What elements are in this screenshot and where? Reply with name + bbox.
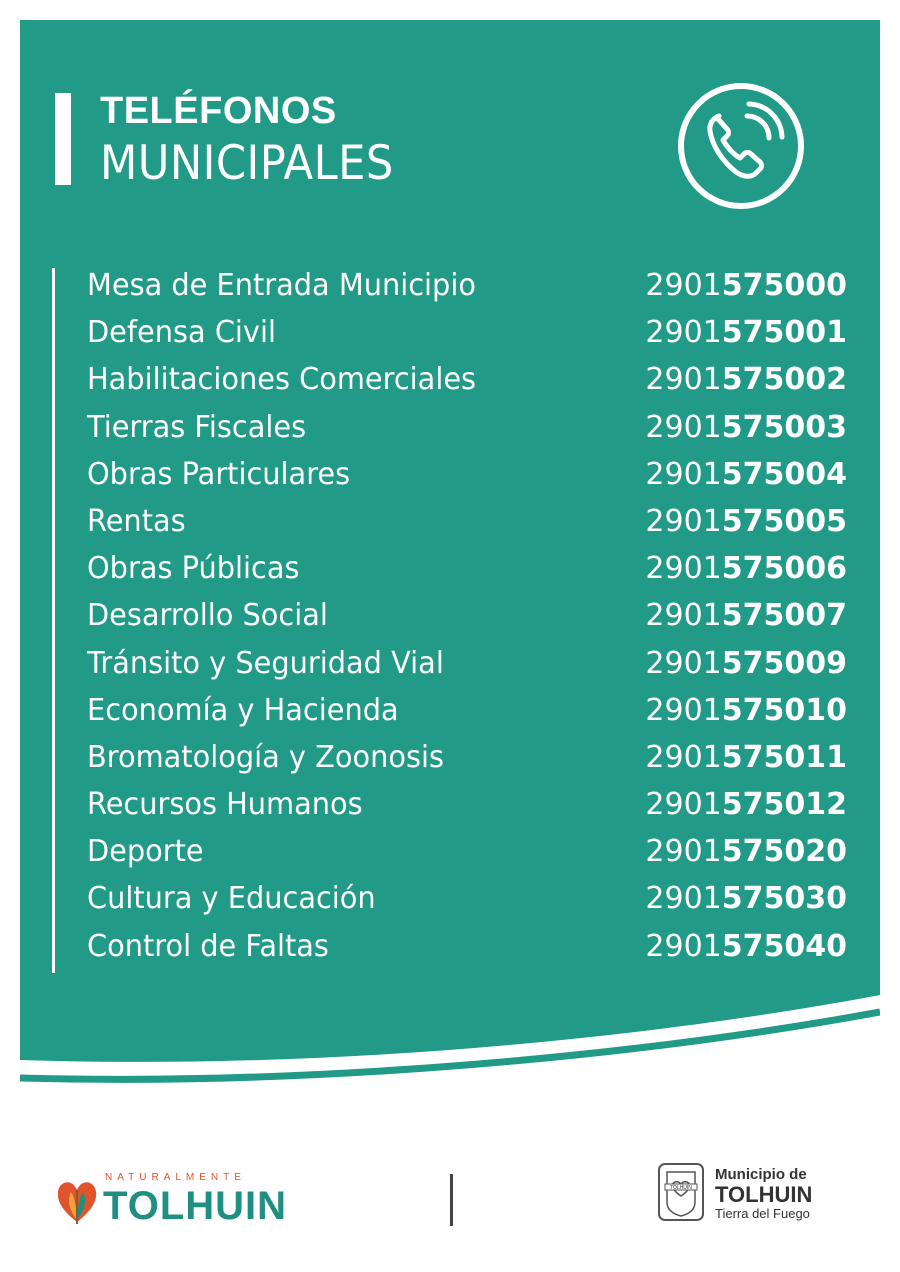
department-name: Obras Públicas <box>87 551 300 587</box>
footer <box>0 1140 900 1250</box>
directory-panel <box>20 20 880 1100</box>
phone-number[interactable] <box>645 268 847 303</box>
directory-row <box>87 402 847 449</box>
seal-text: TOLHUIN <box>670 1185 692 1191</box>
phone-number[interactable] <box>645 929 847 964</box>
local-number: 575007 <box>721 598 847 634</box>
municipal-seal-icon <box>655 1162 707 1224</box>
directory-row <box>87 496 847 543</box>
logo-name: TOLHUIN <box>103 1184 288 1228</box>
area-code: 2901 <box>645 268 722 303</box>
department-name: Bromatología y Zoonosis <box>87 739 444 775</box>
phone-number[interactable] <box>645 834 847 869</box>
phone-number[interactable] <box>645 740 847 775</box>
local-number: 575010 <box>721 692 847 728</box>
directory-row <box>87 543 847 590</box>
page-title: TELÉFONOS <box>100 90 337 132</box>
directory-row <box>87 449 847 496</box>
directory-row <box>87 826 847 873</box>
area-code: 2901 <box>645 834 722 870</box>
area-code: 2901 <box>645 598 722 634</box>
phone-ringing-icon <box>677 82 805 210</box>
area-code: 2901 <box>645 409 722 445</box>
directory-row <box>87 873 847 920</box>
directory-row <box>87 354 847 401</box>
area-code: 2901 <box>645 503 722 539</box>
local-number: 575000 <box>721 268 847 303</box>
phone-directory-list <box>87 260 847 968</box>
department-name: Tierras Fiscales <box>87 409 307 445</box>
local-number: 575009 <box>721 645 847 681</box>
directory-row <box>87 732 847 779</box>
area-code: 2901 <box>645 739 722 775</box>
local-number: 575020 <box>721 834 847 870</box>
phone-number[interactable] <box>645 646 847 681</box>
directory-row <box>87 685 847 732</box>
phone-number[interactable] <box>645 881 847 916</box>
local-number: 575003 <box>721 409 847 445</box>
page-subtitle: MUNICIPALES <box>100 136 394 191</box>
area-code: 2901 <box>645 787 722 823</box>
directory-row <box>87 779 847 826</box>
directory-row <box>87 260 847 307</box>
phone-number[interactable] <box>645 787 847 822</box>
heart-leaf-logo-icon <box>55 1174 99 1226</box>
phone-number[interactable] <box>645 457 847 492</box>
department-name: Tránsito y Seguridad Vial <box>87 645 444 681</box>
local-number: 575004 <box>721 456 847 492</box>
phone-number[interactable] <box>645 315 847 350</box>
local-number: 575001 <box>721 315 847 351</box>
municipio-region: Tierra del Fuego <box>715 1206 810 1221</box>
department-name: Economía y Hacienda <box>87 692 399 728</box>
phone-number[interactable] <box>645 504 847 539</box>
footer-divider <box>450 1174 453 1226</box>
municipio-logo <box>655 1162 855 1232</box>
area-code: 2901 <box>645 456 722 492</box>
local-number: 575040 <box>721 928 847 964</box>
logo-tagline: NATURALMENTE <box>105 1172 246 1183</box>
department-name: Habilitaciones Comerciales <box>87 362 477 398</box>
department-name: Mesa de Entrada Municipio <box>87 268 476 303</box>
phone-number[interactable] <box>645 362 847 397</box>
tolhuin-naturalmente-logo <box>55 1170 315 1230</box>
phone-number[interactable] <box>645 598 847 633</box>
local-number: 575006 <box>721 551 847 587</box>
title-accent-bar <box>55 93 71 185</box>
local-number: 575005 <box>721 503 847 539</box>
directory-row <box>87 590 847 637</box>
department-name: Control de Faltas <box>87 928 329 964</box>
department-name: Recursos Humanos <box>87 787 363 823</box>
directory-row <box>87 638 847 685</box>
area-code: 2901 <box>645 645 722 681</box>
phone-number[interactable] <box>645 551 847 586</box>
department-name: Cultura y Educación <box>87 881 376 917</box>
department-name: Defensa Civil <box>87 315 276 351</box>
phone-number[interactable] <box>645 410 847 445</box>
local-number: 575011 <box>721 739 847 775</box>
phone-number[interactable] <box>645 693 847 728</box>
directory-row <box>87 921 847 968</box>
list-divider-line <box>52 268 55 973</box>
local-number: 575030 <box>721 881 847 917</box>
department-name: Desarrollo Social <box>87 598 328 634</box>
area-code: 2901 <box>645 362 722 398</box>
area-code: 2901 <box>645 551 722 587</box>
municipio-name: TOLHUIN <box>715 1182 813 1207</box>
department-name: Obras Particulares <box>87 456 351 492</box>
area-code: 2901 <box>645 315 722 351</box>
department-name: Deporte <box>87 834 204 870</box>
area-code: 2901 <box>645 928 722 964</box>
area-code: 2901 <box>645 692 722 728</box>
area-code: 2901 <box>645 881 722 917</box>
local-number: 575002 <box>721 362 847 398</box>
municipio-label: Municipio de <box>715 1166 807 1183</box>
local-number: 575012 <box>721 787 847 823</box>
department-name: Rentas <box>87 503 186 539</box>
directory-row <box>87 307 847 354</box>
